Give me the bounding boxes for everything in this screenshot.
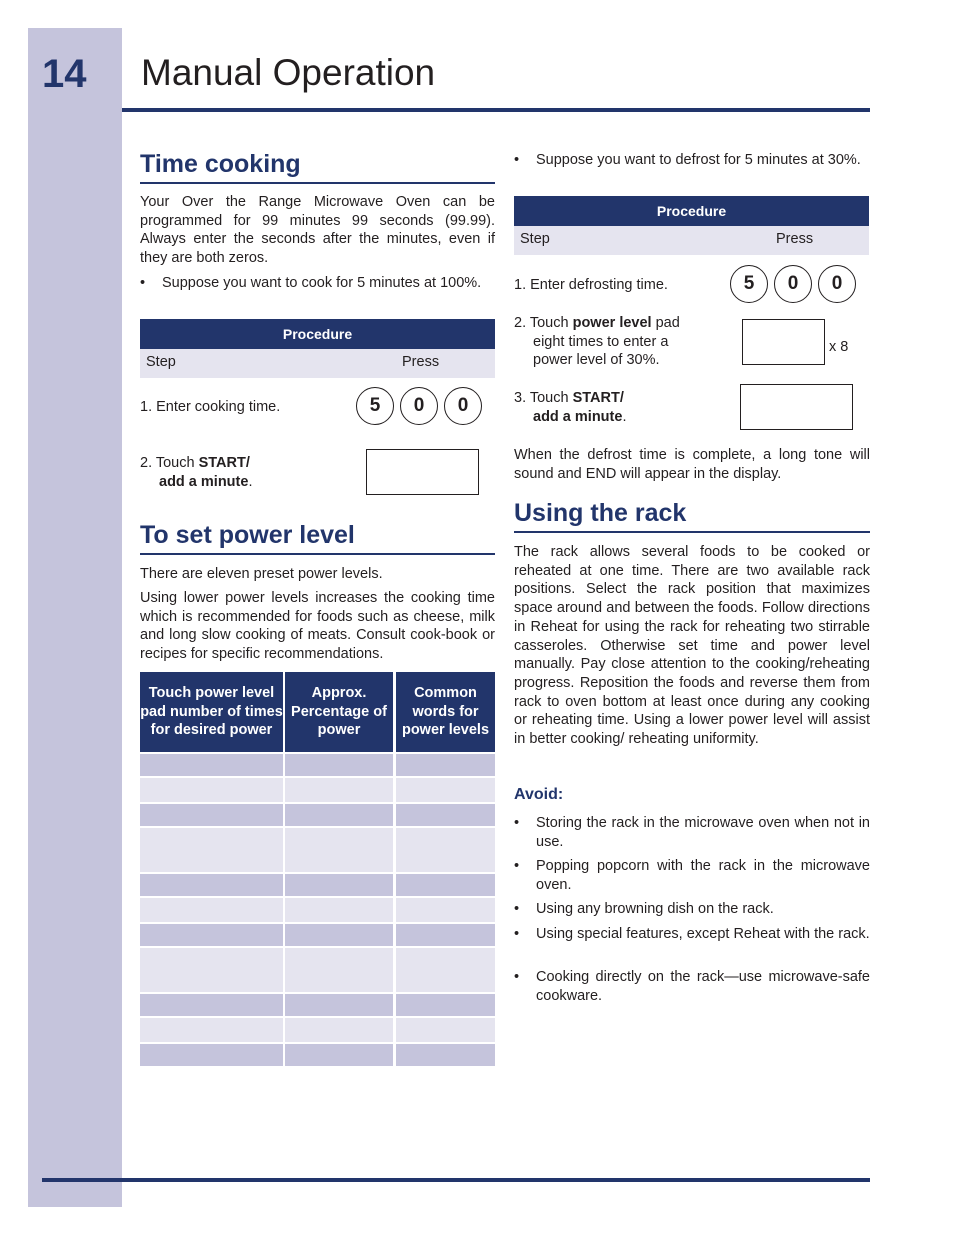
key-5: 5 <box>730 265 768 303</box>
power-level-pad <box>742 319 825 365</box>
avoid-item <box>514 925 870 965</box>
step-suffix: pad <box>651 315 680 331</box>
page-title: Manual Operation <box>141 52 436 93</box>
bullet-dot: • <box>514 815 520 831</box>
table-cell <box>140 948 283 992</box>
col-press-label: Press <box>776 231 814 247</box>
avoid-item-text: Cooking directly on the rack—use microwave-safe cookware. <box>536 969 870 1004</box>
table-cell <box>140 828 283 872</box>
table-cell <box>285 874 393 896</box>
step-suffix: . <box>622 408 627 425</box>
bullet-dot: • <box>140 275 146 291</box>
avoid-item <box>514 857 870 897</box>
power-level-rule <box>140 553 495 555</box>
step-prefix: 2. Touch <box>140 455 199 471</box>
table-header-common-words: Common words for power levels <box>396 672 495 752</box>
page-sidebar-band <box>28 28 122 1207</box>
avoid-item-text: Using special features, except Reheat with the rack. <box>536 926 870 942</box>
step-touch-power-level <box>514 314 724 370</box>
defrost-complete-note: When the defrost time is complete, a long tone will sound and END will appear in the display. <box>514 447 870 482</box>
table-cell <box>285 948 393 992</box>
step-touch-start <box>514 389 724 426</box>
table-cell <box>285 898 393 922</box>
step-line3: power level of 30%. <box>533 352 660 369</box>
step-enter-cooking-time: 1. Enter cooking time. <box>140 399 281 415</box>
table-cell <box>285 1018 393 1042</box>
power-level-heading: To set power level <box>140 521 355 549</box>
table-cell <box>140 1018 283 1042</box>
footer-rule <box>42 1178 870 1182</box>
step-prefix: 3. Touch <box>514 390 573 406</box>
avoid-item-text: Using any browning dish on the rack. <box>536 901 774 917</box>
table-cell <box>285 994 393 1016</box>
rack-rule <box>514 531 870 533</box>
step-enter-defrost-time: 1. Enter defrosting time. <box>514 277 668 293</box>
table-cell <box>140 994 283 1016</box>
header-rule <box>122 108 870 112</box>
table-cell <box>140 804 283 826</box>
power-level-label: power level <box>572 315 652 331</box>
bullet-dot: • <box>514 969 520 985</box>
defrost-bullet <box>514 151 870 191</box>
table-cell <box>140 1044 283 1066</box>
table-cell <box>285 778 393 802</box>
bullet-dot: • <box>514 152 520 168</box>
add-minute-label: add a minute <box>159 473 249 490</box>
page-number: 14 <box>42 52 87 96</box>
table-cell <box>285 828 393 872</box>
rack-paragraph: The rack allows several foods to be cooked or reheated at one time. There are two available rack positions. Select the rack position that maximizes space around and between the foods. Follow directions in Reheat for using the rack for reheating two stirrable casseroles. Otherwise set time and power level manually. Pay close attention to the cooking/reheating progress. Reposition the foods and reverse them from rack to oven bottom at least once during any cooking or reheating time. Using a lower power level will assist in better cooking/ reheating uniformity. <box>514 544 870 748</box>
bullet-dot: • <box>514 901 520 917</box>
col-step-label: Step <box>520 231 550 247</box>
press-times-label: x 8 <box>829 339 849 355</box>
table-cell <box>285 1044 393 1066</box>
key-0: 0 <box>774 265 812 303</box>
table-cell <box>396 1044 495 1066</box>
procedure-header: Procedure <box>140 319 495 349</box>
table-cell <box>140 874 283 896</box>
table-cell <box>140 898 283 922</box>
step-touch-start <box>140 454 340 491</box>
avoid-item <box>514 814 870 854</box>
step-suffix: . <box>248 473 253 490</box>
table-cell <box>285 754 393 776</box>
table-cell <box>396 948 495 992</box>
time-cooking-intro: Your Over the Range Microwave Oven can be programmed for 99 minutes 99 seconds (99.99). Always enter the seconds after the minutes, even if they are both zeros. <box>140 194 495 267</box>
table-cell <box>396 924 495 946</box>
start-add-minute-pad <box>740 384 853 430</box>
avoid-item-text: Popping popcorn with the rack in the microwave oven. <box>536 858 870 893</box>
power-level-para2: Using lower power levels increases the cooking time which is recommended for foods such as cheese, milk and long slow cooking of meats. Consult cook-book or recipes for specific recommendations. <box>140 590 495 663</box>
table-cell <box>396 994 495 1016</box>
procedure-subheader <box>140 349 495 378</box>
start-label: START/ <box>572 390 624 406</box>
key-0: 0 <box>818 265 856 303</box>
key-0: 0 <box>444 387 482 425</box>
table-header-touch-count: Touch power level pad number of times for desired power <box>140 672 283 752</box>
table-cell <box>285 924 393 946</box>
bullet-dot: • <box>514 858 520 874</box>
time-cooking-rule <box>140 182 495 184</box>
bullet-text: Suppose you want to defrost for 5 minutes at 30%. <box>536 152 861 168</box>
avoid-heading: Avoid: <box>514 786 564 803</box>
table-cell <box>396 828 495 872</box>
table-cell <box>140 924 283 946</box>
table-cell <box>396 898 495 922</box>
table-cell <box>396 778 495 802</box>
table-cell <box>396 874 495 896</box>
procedure-subheader <box>514 226 869 255</box>
table-cell <box>140 778 283 802</box>
avoid-item-text: Storing the rack in the microwave oven when not in use. <box>536 815 870 850</box>
key-5: 5 <box>356 387 394 425</box>
key-0: 0 <box>400 387 438 425</box>
start-add-minute-pad <box>366 449 479 495</box>
add-minute-label: add a minute <box>533 408 623 425</box>
power-level-para1: There are eleven preset power levels. <box>140 566 383 582</box>
table-cell <box>140 754 283 776</box>
table-cell <box>396 1018 495 1042</box>
table-header-percentage: Approx. Percentage of power <box>285 672 393 752</box>
step-line2: eight times to enter a <box>533 333 669 350</box>
col-press-label: Press <box>402 354 440 370</box>
start-label: START/ <box>198 455 250 471</box>
bullet-text: Suppose you want to cook for 5 minutes at 100%. <box>162 275 482 291</box>
table-cell <box>396 754 495 776</box>
table-cell <box>396 804 495 826</box>
time-cooking-heading: Time cooking <box>140 150 301 178</box>
table-cell <box>285 804 393 826</box>
time-cooking-bullet <box>140 274 495 314</box>
col-step-label: Step <box>146 354 176 370</box>
bullet-dot: • <box>514 926 520 942</box>
procedure-header: Procedure <box>514 196 869 226</box>
step-prefix: 2. Touch <box>514 315 573 331</box>
rack-heading: Using the rack <box>514 499 687 527</box>
avoid-item <box>514 968 870 1008</box>
